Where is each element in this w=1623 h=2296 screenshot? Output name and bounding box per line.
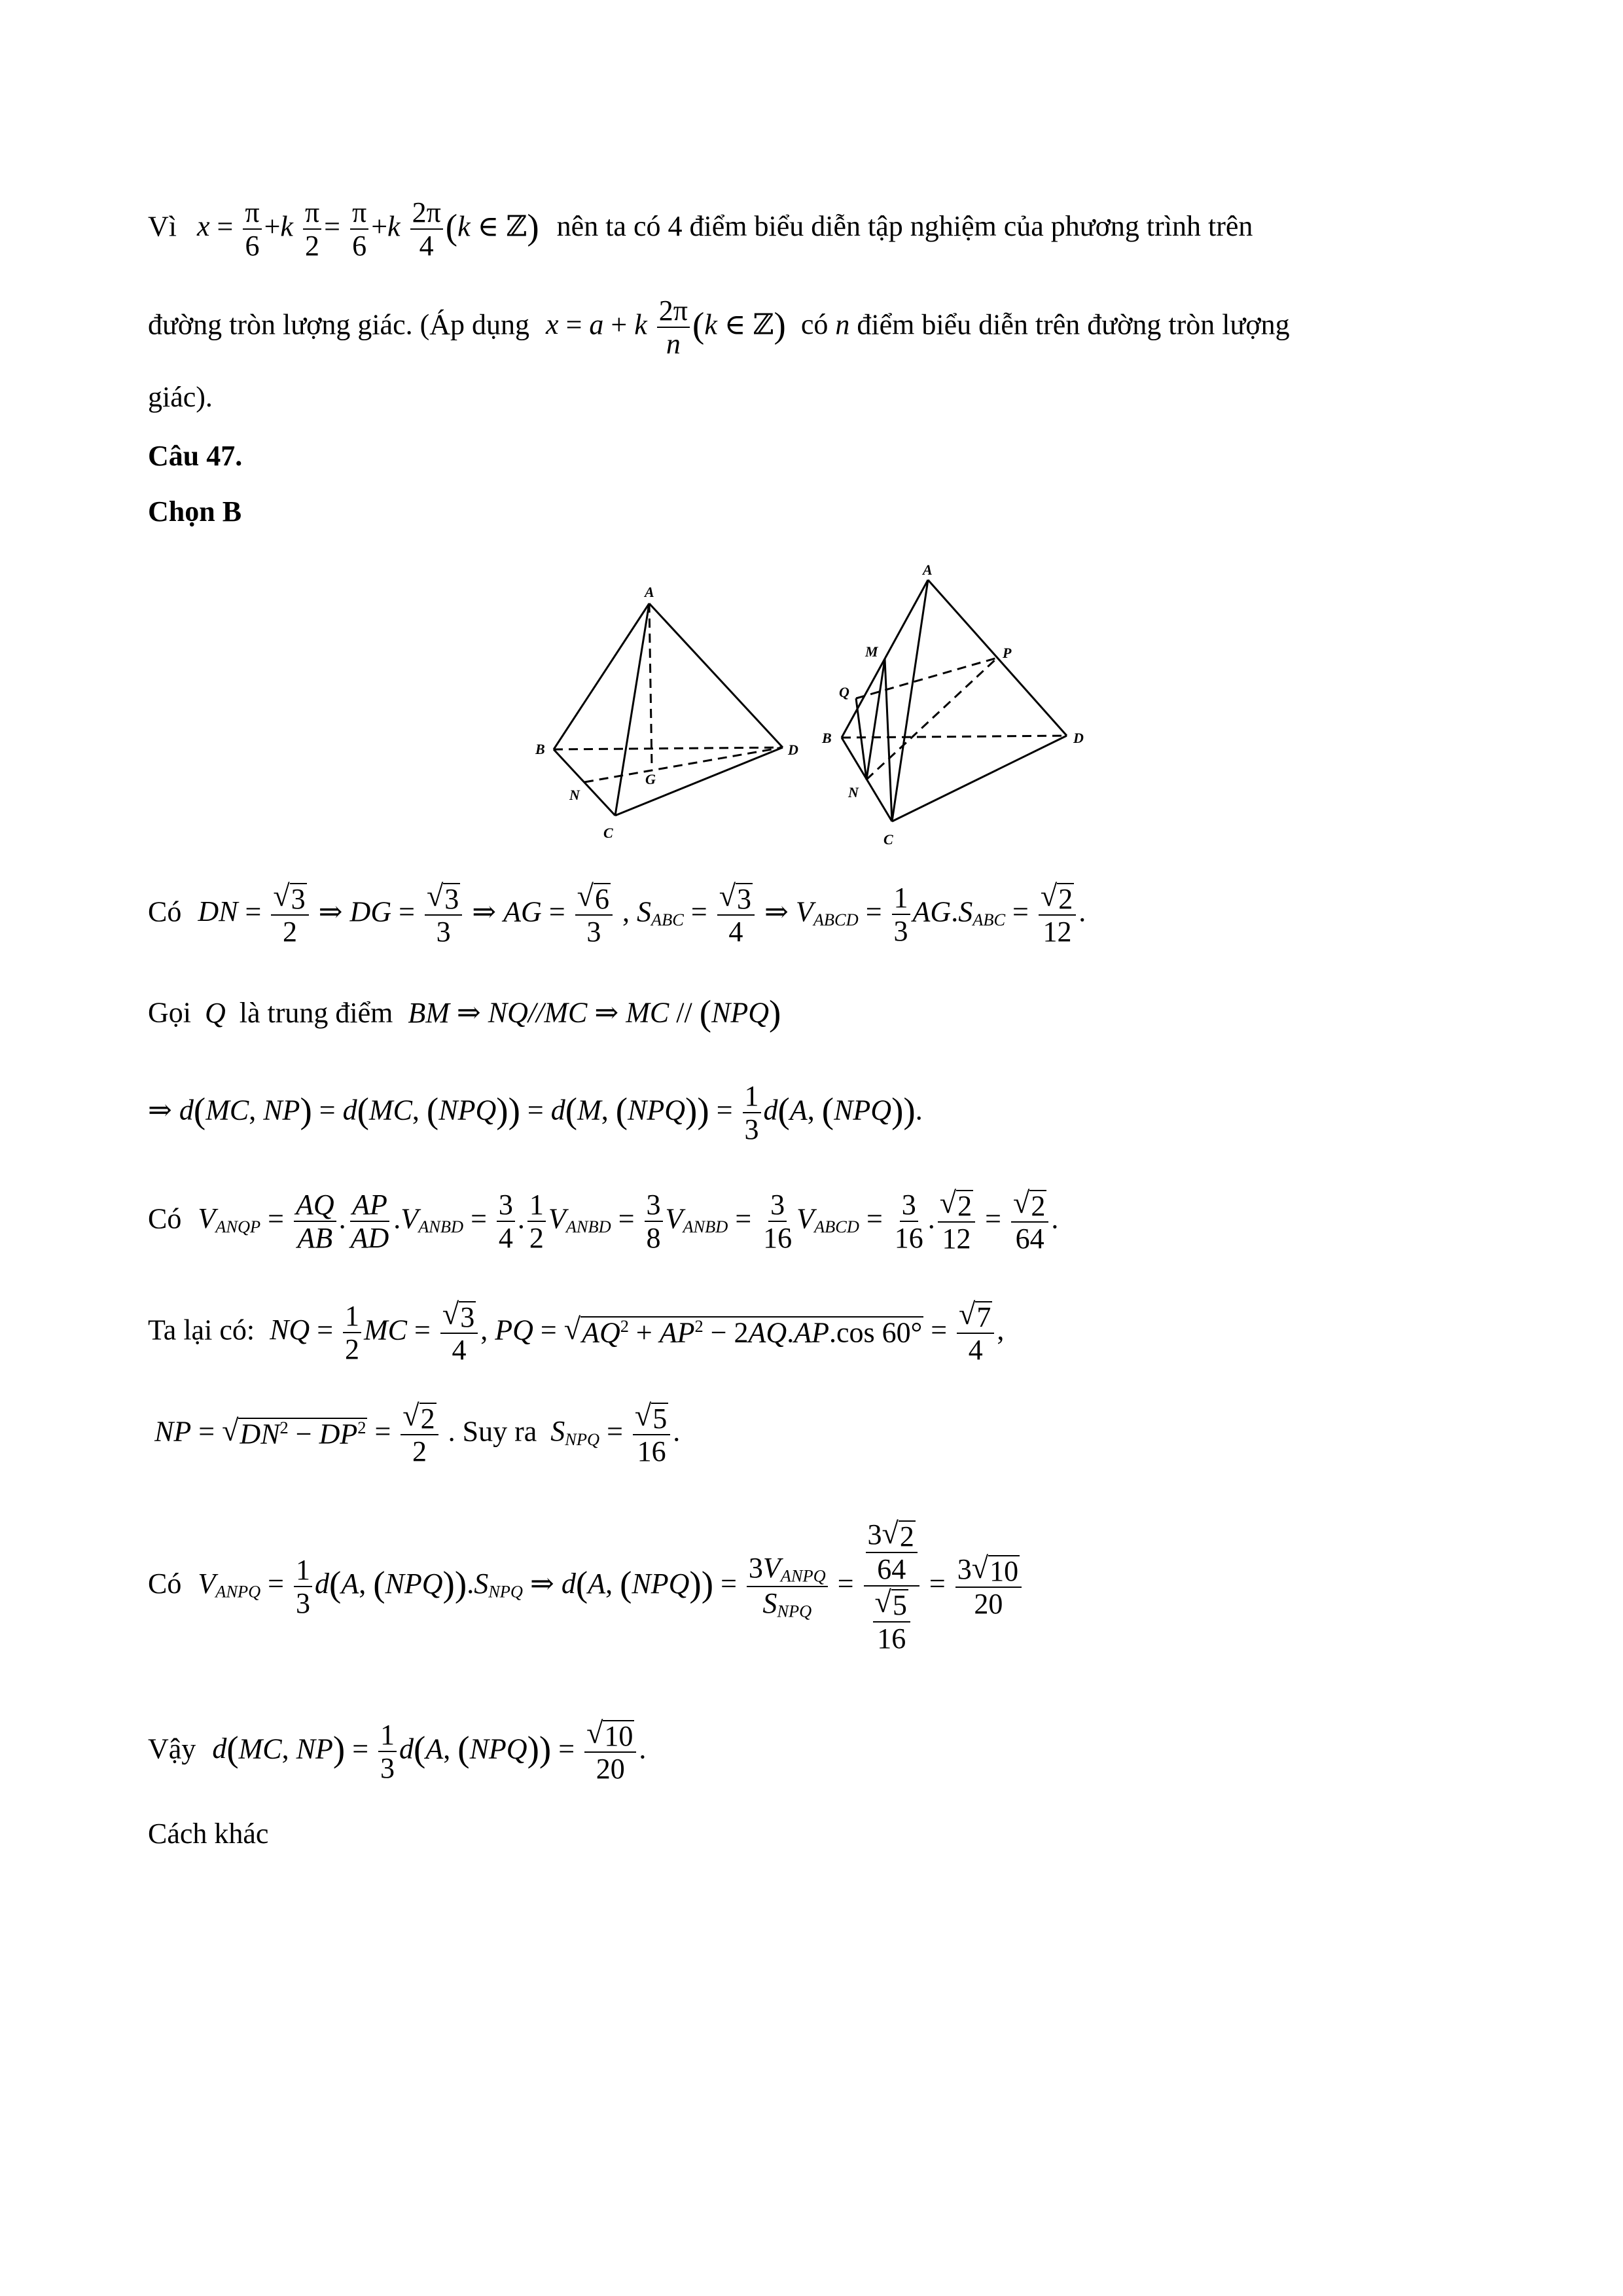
tetrahedron-figures: [0, 556, 1623, 857]
equation-line-2: đường tròn lượng giác. (Áp dụng x = a + k $\frac{2\pi}{n}$ (k ∈ ℤ) có n điểm biểu diễn trên đường tròn lượng: [148, 295, 1290, 361]
text-vi: Vì: [148, 210, 177, 243]
text-line1-rest: nên ta có 4 điểm biểu diễn tập nghiệm của phương trình trên: [556, 210, 1253, 243]
equation-distance: ⇒ d(MC, NP) = d(MC, (NPQ)) = d(M, (NPQ)) = $\frac{1}{3}$ d(A, (NPQ)).: [148, 1080, 923, 1146]
label-A-left: A: [645, 584, 654, 600]
text-line-3: giác).: [148, 381, 213, 413]
text-line2-end: điểm biểu diễn trên đường tròn lượng: [857, 308, 1290, 341]
equation-conclusion: Vậy d(MC, NP) = $\frac{1}{3}$ d(A, (NPQ)) = √ 10 20 .: [148, 1716, 647, 1785]
text-co-1: Có: [148, 895, 182, 928]
label-D-left: D: [788, 742, 798, 758]
label-M-right: M: [865, 643, 878, 660]
label-B-left: B: [535, 741, 545, 757]
text-suy-ra: . Suy ra: [448, 1415, 537, 1448]
label-A-right: A: [923, 562, 933, 578]
label-C-left: C: [603, 825, 613, 841]
label-B-right: B: [822, 730, 832, 746]
footer-text: Cách khác: [148, 1818, 269, 1850]
label-Q-right: Q: [839, 684, 849, 700]
text-ta-lai-co: Ta lại có:: [148, 1314, 255, 1346]
text-goi: Gọi: [148, 996, 191, 1029]
equation-lengths: Ta lại có: NQ = $\frac{1}{2}$ MC = √ 3 4 , PQ = √ $AQ^2 + AP^2 - 2AQ.AP.\cos$ 60° = √ 7 4 ,: [148, 1297, 1005, 1367]
label-D-right: D: [1073, 730, 1084, 746]
text-co-2: Có: [148, 1202, 182, 1235]
left-tetrahedron: [554, 603, 783, 816]
label-C-right: C: [883, 831, 893, 848]
right-tetrahedron: [842, 580, 1067, 821]
equation-np: NP = √ $DN^2 - DP^2$ = √ 2 2 . Suy ra $S_{NPQ}$ = √ 5 16 .: [154, 1399, 681, 1468]
text-line2-start: đường tròn lượng giác. (Áp dụng: [148, 308, 530, 341]
equation-distance-plane: Có $V_{ANPQ}$ = $\frac{1}{3}$ d(A, $(NPQ)).S_{NPQ}$ ⇒ d(A, (NPQ)) = $3V_{ANPQ}$ $S_{NPQ}$ = 3 √ 2 64 √ 5 16 = 3 √ 10 20: [148, 1518, 1024, 1655]
equation-volume-abcd: Có DN = √ 3 2 ⇒ DG = √ 3 3 ⇒ AG = √ 6 3 , $S_{ABC}$ = √ 3 4 ⇒ $V_{ABCD}$ = $\frac{1}{3}$ $AG.S_{ABC}$ = √ 2 12 .: [148, 879, 1086, 948]
text-vay: Vậy: [148, 1732, 196, 1765]
label-N-right: N: [848, 784, 859, 800]
text-line2-mid: có: [800, 308, 829, 341]
equation-line-1: Vì x = $\frac{\pi}{6}$ +k $\frac{\pi}{2}$ = $\frac{\pi}{6}$ +k $\frac{2\pi}{4}$ (k ∈ ℤ) nên ta có 4 điểm biểu diễn tập nghiệm của phương trình trên: [148, 196, 1253, 262]
text-co-3: Có: [148, 1568, 182, 1600]
label-P-right: P: [1003, 645, 1012, 661]
text-line2-var: n: [835, 308, 850, 341]
equation-midpoint: Gọi Q là trung điểm BM ⇒ NQ//MC ⇒ MC // (NPQ): [148, 993, 781, 1033]
label-G-left: G: [645, 771, 656, 787]
answer-heading: Chọn B: [148, 495, 242, 528]
text-goi-mid: là trung điểm: [239, 996, 393, 1029]
label-N-left: N: [569, 787, 580, 803]
equation-volume-anqp: Có $V_{ANQP}$ = $\frac{AQ}{AB}$ . $\frac{AP}{AD}$ $.V_{ANBD}$ = $\frac{3}{4}$ . $\frac{1}{2}$ $V_{ANBD}$ = $\frac{3}{8}$ $V_{ANBD}$ = $\frac{3}{16}$ $V_{ABCD}$ = $\frac{3}{16}$ . √ 2 12 = √ 2 64 .: [148, 1186, 1059, 1255]
question-heading: Câu 47.: [148, 440, 243, 472]
